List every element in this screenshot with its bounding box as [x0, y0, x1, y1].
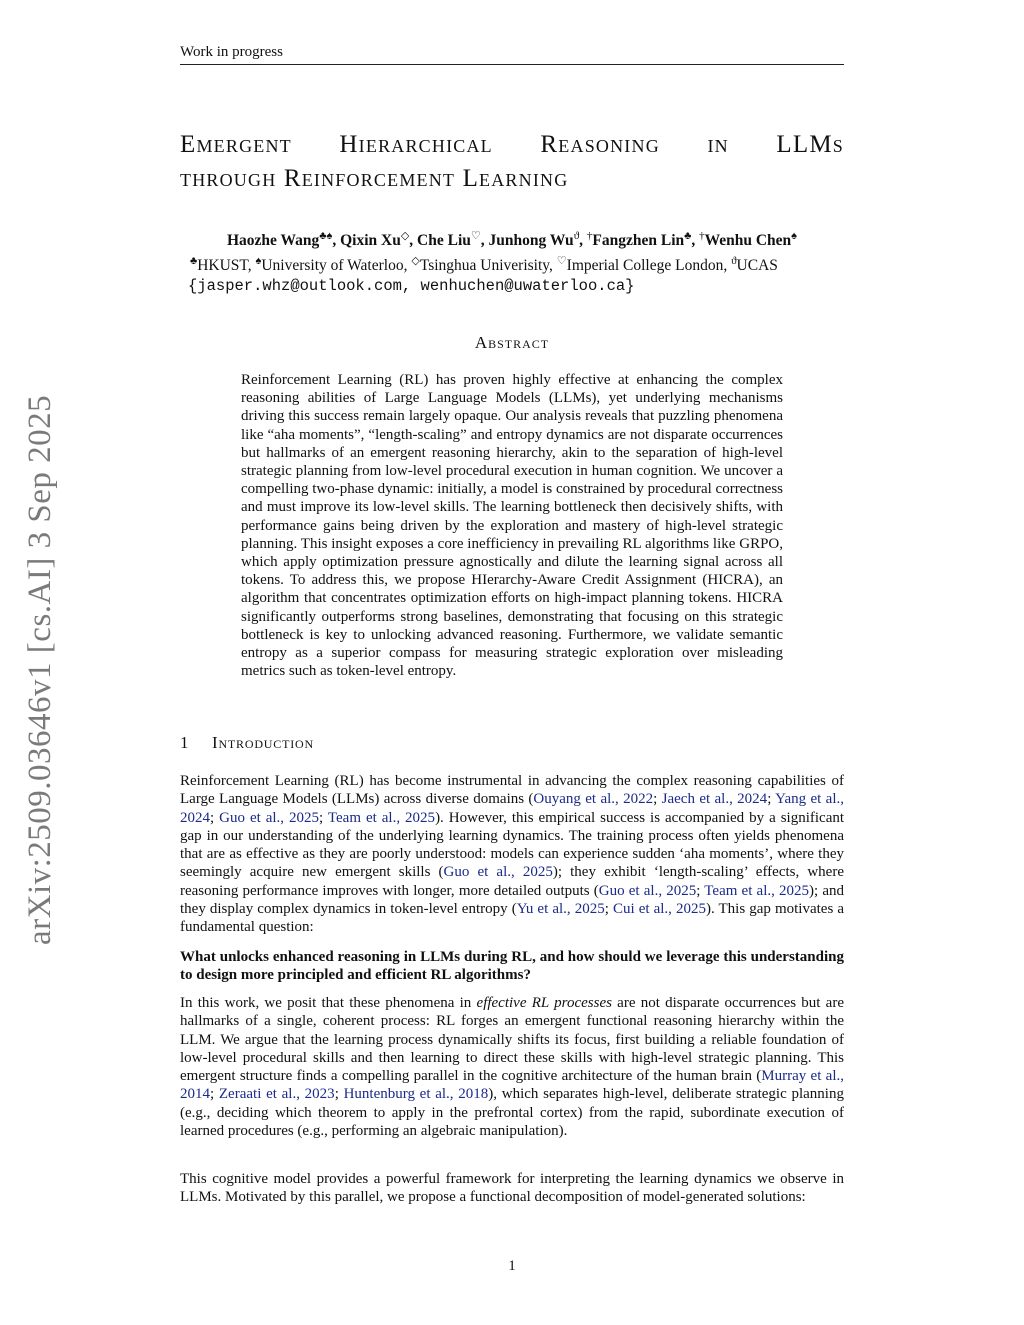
paragraph-text: ;: [604, 901, 613, 918]
paragraph-text: ), which separates high-level, deliberate strategic planning (e.g., deciding which theorem to apply in the prefrontal cortex) from the rapid, subordinate execution of learned procedures (e.g., performing an algebraic manipulation).: [180, 1086, 844, 1140]
title-line-1: Emergent Hierarchical Reasoning in LLMs: [180, 131, 844, 158]
title-line-2: through Reinforcement Learning: [180, 165, 569, 192]
citation-link[interactable]: Guo et al., 2025: [598, 882, 697, 899]
citation-link[interactable]: Murray et al., 2014: [180, 1068, 844, 1103]
affiliation-mark: ♡: [470, 230, 481, 242]
page-number: 1: [508, 1258, 516, 1274]
paragraph-text: In this work, we posit that these phenomena in: [180, 995, 477, 1011]
section-heading-introduction: [180, 733, 314, 753]
author-name: Wenhu Chen: [704, 232, 792, 250]
citation-link[interactable]: Guo et al., 2025: [443, 864, 553, 881]
citation-link[interactable]: Guo et al., 2025: [219, 809, 320, 826]
citation-link[interactable]: Team et al., 2025: [704, 882, 810, 899]
affiliation-name: Tsinghua Univerisity: [419, 257, 550, 275]
affiliation-mark: ◇: [411, 255, 420, 268]
citation-link[interactable]: Zeraati et al., 2023: [218, 1086, 335, 1103]
affiliation-name: Imperial College London: [566, 257, 724, 275]
paragraph-text: ); they exhibit ‘length-scaling’ effects, where reasoning performance improves with longer, more detailed outputs (: [180, 864, 844, 899]
section-title: Introduction: [212, 733, 314, 752]
author-names: Haozhe Wang♣♠, Qixin Xu◇, Che Liu♡, Junhong $Wu^ϑ$, †Fangzhen Lin♣, †Wenhu Chen♠: [226, 230, 798, 250]
author-affiliations: ♣HKUST, ♠University of Waterloo, ◇Tsinghua Univerisity, ♡Imperial College London, $^ϑ$UCAS: [190, 255, 778, 275]
paragraph-text: are not disparate occurrences but are hallmarks of a single, coherent process: RL forges an emergent functional reasoning hierarchy within the LLM. We argue that the learning process dynamically shifts its focus, first building a reliable foundation of low-level procedural skills and then learning to direct these skills with high-level strategic planning. This emergent structure finds a compelling parallel in the cognitive architecture of the human brain (: [180, 995, 844, 1085]
paragraph-text: ;: [653, 791, 662, 808]
author-name: Junhong Wu: [488, 232, 574, 250]
section-number: 1: [180, 733, 190, 752]
affiliation-mark: ♣♠: [319, 230, 333, 242]
affiliation-mark: ♠: [791, 230, 798, 242]
paragraph-text: ;: [210, 1086, 219, 1103]
author-name: Fangzhen Lin: [592, 232, 685, 250]
emphasized-text: effective RL processes: [476, 995, 612, 1011]
affiliation-mark: ϑ: [573, 230, 580, 242]
dagger-mark: †: [586, 230, 593, 242]
paragraph-text: ); and they display complex dynamics in token-level entropy (: [180, 882, 844, 918]
paper-title: [180, 128, 844, 196]
author-name: Che Liu: [417, 232, 471, 250]
citation-link[interactable]: Cui et al., 2025: [612, 901, 706, 918]
citation-link[interactable]: Huntenburg et al., 2018: [343, 1086, 489, 1103]
paragraph-text: ;: [210, 809, 220, 826]
abstract-text: Reinforcement Learning (RL) has proven highly effective at enhancing the complex reasoning abilities of Large Language Models (LLMs), yet underlying mechanisms driving this success remain largely opaque. Our analysis reveals that puzzling phenomena like “aha moments”, “length-scaling” and entropy dynamics are not disparate occurrences but hallmarks of an emergent reasoning hierarchy, akin to the separation of high-level strategic planning from low-level procedural execution in human cognition. We uncover a compelling two-phase dynamic: initially, a model is constrained by procedural correctness and must improve its low-level skills. The learning bottleneck then decisively shifts, with performance gains being driven by the exploration and mastery of high-level strategic planning. This insight exposes a core inefficiency in prevailing RL algorithms like GRPO, which apply optimization pressure agnostically and dilute the learning signal across all tokens. To address this, we propose HIerarchy-Aware Credit Assignment (HICRA), an algorithm that concentrates optimization efforts on high-impact planning tokens. HICRA significantly outperforms strong baselines, demonstrating that focusing on this strategic bottleneck is key to unlocking advanced reasoning. Furthermore, we validate semantic entropy as a superior compass for measuring strategic exploration over misleading metrics such as token-level entropy.: [241, 372, 783, 680]
paragraph-text: ;: [319, 809, 328, 826]
author-block: [180, 226, 844, 296]
affiliation-mark: ♣: [190, 255, 198, 268]
research-question: What unlocks enhanced reasoning in LLMs during RL, and how should we leverage this understanding to design more principled and efficient RL algorithms?: [180, 949, 844, 984]
paragraph-text: ;: [334, 1086, 344, 1103]
affiliation-mark: ◇: [400, 230, 410, 242]
affiliation-mark: ♠: [255, 255, 262, 268]
citation-link[interactable]: Jaech et al., 2024: [661, 791, 768, 808]
affiliation-name: UCAS: [736, 257, 778, 275]
paragraph-text: Reinforcement Learning (RL) has become instrumental in advancing the complex reasoning capabilities of Large Language Models (LLMs) across diverse domains (: [180, 773, 844, 808]
affiliation-mark: ϑ: [731, 255, 737, 268]
paragraph-text: ;: [696, 882, 705, 899]
arxiv-identifier-stamp: arXiv:2509.03646v1 [cs.AI] 3 Sep 2025: [22, 394, 58, 945]
running-header: Work in progress: [180, 44, 844, 65]
author-name: Qixin Xu: [340, 232, 401, 250]
affiliation-mark: ♣: [684, 230, 692, 242]
author-emails: {jasper.whz@outlook.com, wenhuchen@uwaterloo.ca}: [188, 277, 635, 296]
affiliation-mark: ♡: [556, 255, 567, 268]
dagger-mark: †: [699, 230, 705, 242]
affiliation-name: HKUST: [197, 257, 248, 275]
intro-paragraph-3: This cognitive model provides a powerful framework for interpreting the learning dynamics we observe in LLMs. Motivated by this parallel, we propose a functional decomposition of model-generated solutions:: [180, 1171, 844, 1206]
intro-paragraph-2: [180, 994, 844, 1140]
paragraph-text: ). This gap motivates a fundamental question:: [180, 901, 845, 936]
citation-link[interactable]: Team et al., 2025: [327, 809, 436, 826]
citation-link[interactable]: Yu et al., 2025: [516, 901, 605, 918]
intro-paragraph-1: [180, 772, 844, 937]
author-name: Haozhe Wang: [226, 232, 320, 250]
citation-link[interactable]: Ouyang et al., 2022: [533, 791, 654, 808]
paragraph-text: ). However, this empirical success is accompanied by a significant gap in our understanding of the underlying learning dynamics. The training process often yields phenomena that are as effective as they are poorly understood: models can experience sudden ‘aha moments’, where they seemingly acquire new emergent skills (: [180, 809, 845, 881]
abstract-heading: Abstract: [474, 333, 550, 352]
citation-link[interactable]: Yang et al., 2024: [180, 791, 844, 826]
affiliation-name: University of Waterloo: [261, 257, 404, 275]
paragraph-text: ;: [767, 791, 776, 808]
